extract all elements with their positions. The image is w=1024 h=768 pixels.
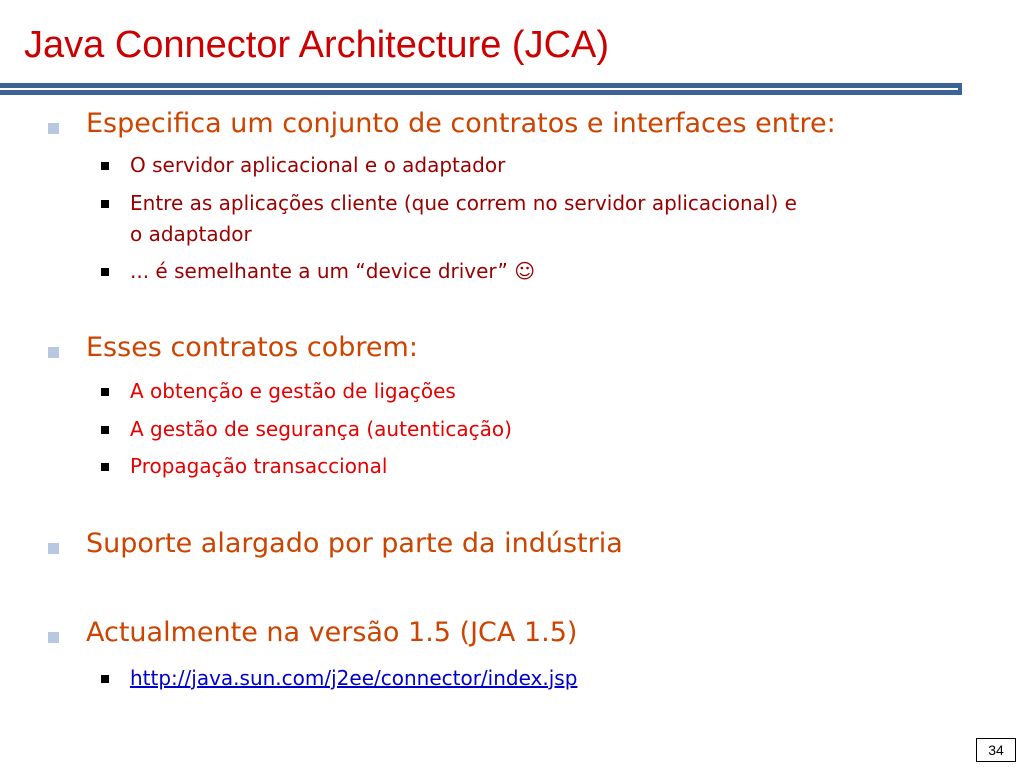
list-item: A gestão de segurança (autenticação) <box>130 417 512 441</box>
list-item: O servidor aplicacional e o adaptador <box>130 153 506 177</box>
list-item: A obtenção e gestão de ligações <box>130 379 456 403</box>
bullet-square-icon <box>48 347 59 358</box>
bullet-square-icon <box>48 123 59 134</box>
bullet-square-icon <box>101 200 109 208</box>
section-heading: Especifica um conjunto de contratos e interfaces entre: <box>86 108 836 139</box>
title-rule-line <box>0 88 958 90</box>
bullet-square-icon <box>101 426 109 434</box>
section-heading: Esses contratos cobrem: <box>86 332 418 363</box>
bullet-square-icon <box>101 463 109 471</box>
bullet-square-icon <box>101 675 109 683</box>
connector-link[interactable]: http://java.sun.com/j2ee/connector/index.jsp <box>130 666 578 690</box>
bullet-square-icon <box>101 162 109 170</box>
bullet-square-icon <box>48 632 59 643</box>
bullet-square-icon <box>48 543 59 554</box>
slide-title: Java Connector Architecture (JCA) <box>24 24 610 66</box>
list-item-continuation: o adaptador <box>130 222 252 246</box>
section-heading: Actualmente na versão 1.5 (JCA 1.5) <box>86 617 578 648</box>
page-number: 34 <box>976 738 1016 762</box>
section-heading: Suporte alargado por parte da indústria <box>86 528 623 559</box>
bullet-square-icon <box>101 388 109 396</box>
list-item: Entre as aplicações cliente (que correm no servidor aplicacional) e <box>130 191 797 215</box>
list-item: Propagação transaccional <box>130 454 388 478</box>
bullet-square-icon <box>101 268 109 276</box>
list-item: ... é semelhante a um “device driver” ☺ <box>130 259 536 283</box>
